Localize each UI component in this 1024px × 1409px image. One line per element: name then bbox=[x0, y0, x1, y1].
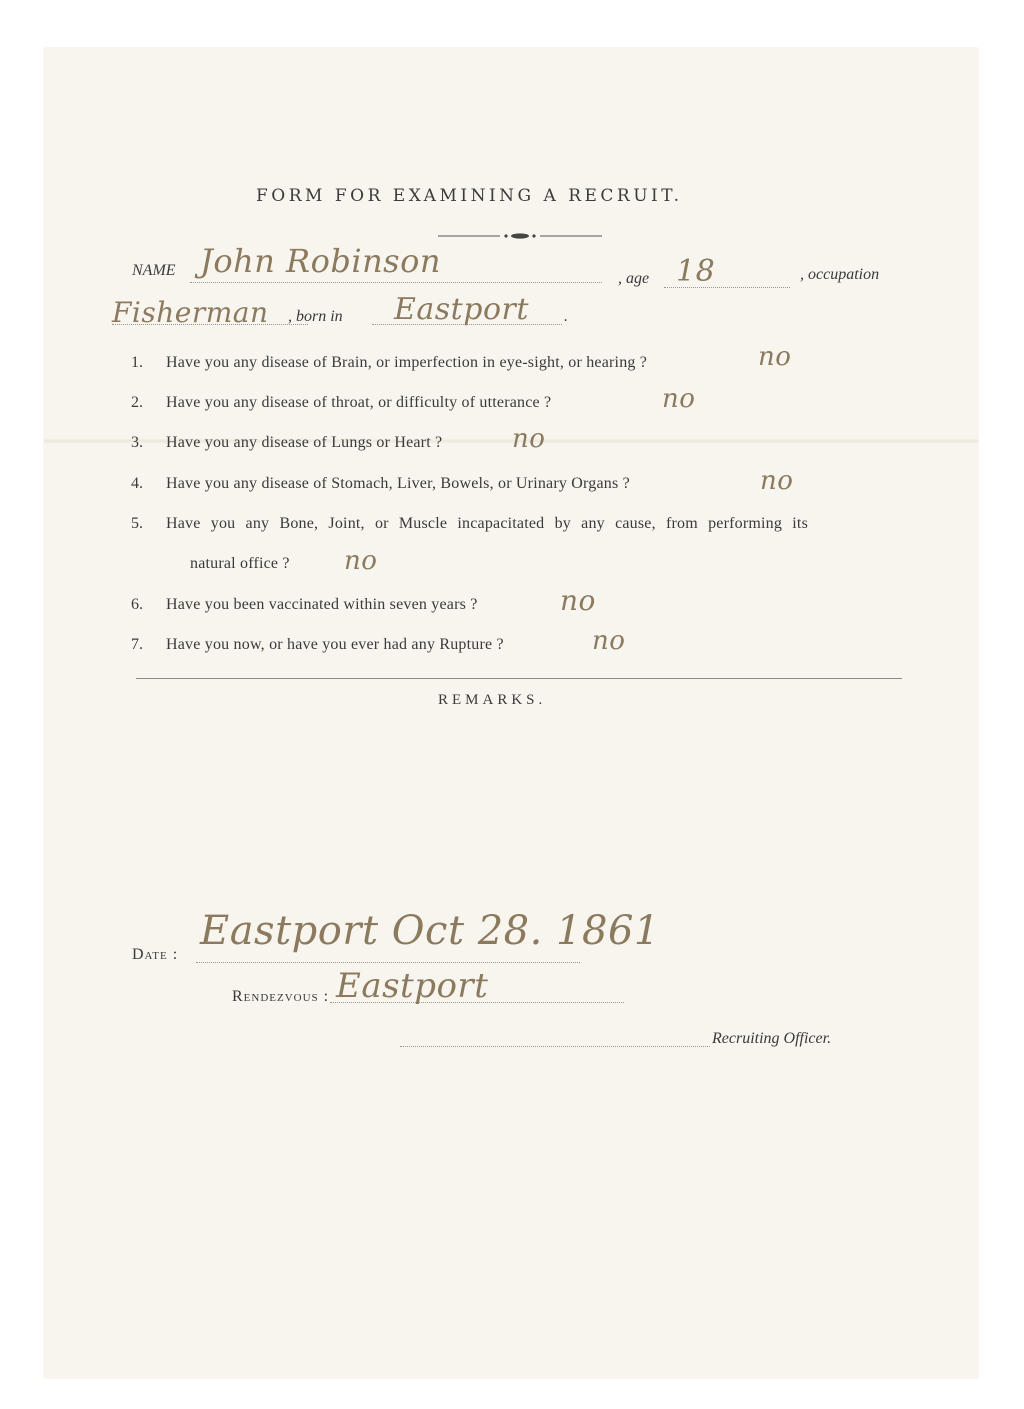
name-label: NAME bbox=[132, 262, 176, 279]
question-answer: no bbox=[760, 466, 794, 496]
question-answer: no bbox=[512, 424, 546, 454]
question-number: 5. bbox=[131, 515, 143, 532]
occupation-value: Fisherman bbox=[112, 296, 269, 329]
question-answer: no bbox=[344, 546, 378, 576]
officer-label: Recruiting Officer. bbox=[712, 1030, 832, 1047]
question-text: Have you been vaccinated within seven years ? bbox=[166, 596, 478, 613]
date-value: Eastport Oct 28. 1861 bbox=[200, 908, 660, 954]
age-label: , age bbox=[618, 270, 650, 287]
question-text-continued: natural office ? bbox=[190, 555, 290, 572]
title-ornament bbox=[438, 230, 602, 242]
age-value: 18 bbox=[676, 254, 716, 289]
question-answer: no bbox=[592, 626, 626, 656]
question-number: 4. bbox=[131, 475, 143, 492]
question-answer: no bbox=[758, 342, 792, 372]
date-label: Date : bbox=[132, 946, 179, 963]
officer-signature-line bbox=[400, 1046, 710, 1047]
question-text: Have you any disease of Stomach, Liver, Bowels, or Urinary Organs ? bbox=[166, 475, 630, 492]
question-text: Have you now, or have you ever had any Rupture ? bbox=[166, 636, 504, 653]
question-number: 7. bbox=[131, 636, 143, 653]
remarks-heading: REMARKS. bbox=[438, 692, 547, 708]
question-text: Have you any disease of Lungs or Heart ? bbox=[166, 434, 443, 451]
born-label: , born in bbox=[288, 308, 343, 325]
remarks-divider bbox=[136, 678, 902, 679]
born-end: . bbox=[564, 308, 568, 325]
name-line bbox=[190, 282, 602, 283]
name-value: John Robinson bbox=[200, 242, 441, 280]
occupation-label: , occupation bbox=[800, 266, 880, 283]
question-number: 3. bbox=[131, 434, 143, 451]
born-value: Eastport bbox=[394, 292, 529, 327]
date-line bbox=[196, 962, 580, 963]
question-answer: no bbox=[662, 384, 696, 414]
rendezvous-value: Eastport bbox=[336, 966, 489, 1006]
form-paper bbox=[44, 48, 978, 1378]
rendezvous-label: Rendezvous : bbox=[232, 988, 330, 1005]
form-title: FORM FOR EXAMINING A RECRUIT. bbox=[256, 186, 683, 206]
question-number: 1. bbox=[131, 354, 143, 371]
question-number: 6. bbox=[131, 596, 143, 613]
question-answer: no bbox=[560, 584, 596, 617]
question-text: Have you any disease of Brain, or imperfection in eye-sight, or hearing ? bbox=[166, 354, 648, 371]
question-text: Have you any Bone, Joint, or Muscle incapacitated by any cause, from performing its bbox=[166, 515, 808, 532]
question-number: 2. bbox=[131, 394, 143, 411]
question-text: Have you any disease of throat, or difficulty of utterance ? bbox=[166, 394, 552, 411]
